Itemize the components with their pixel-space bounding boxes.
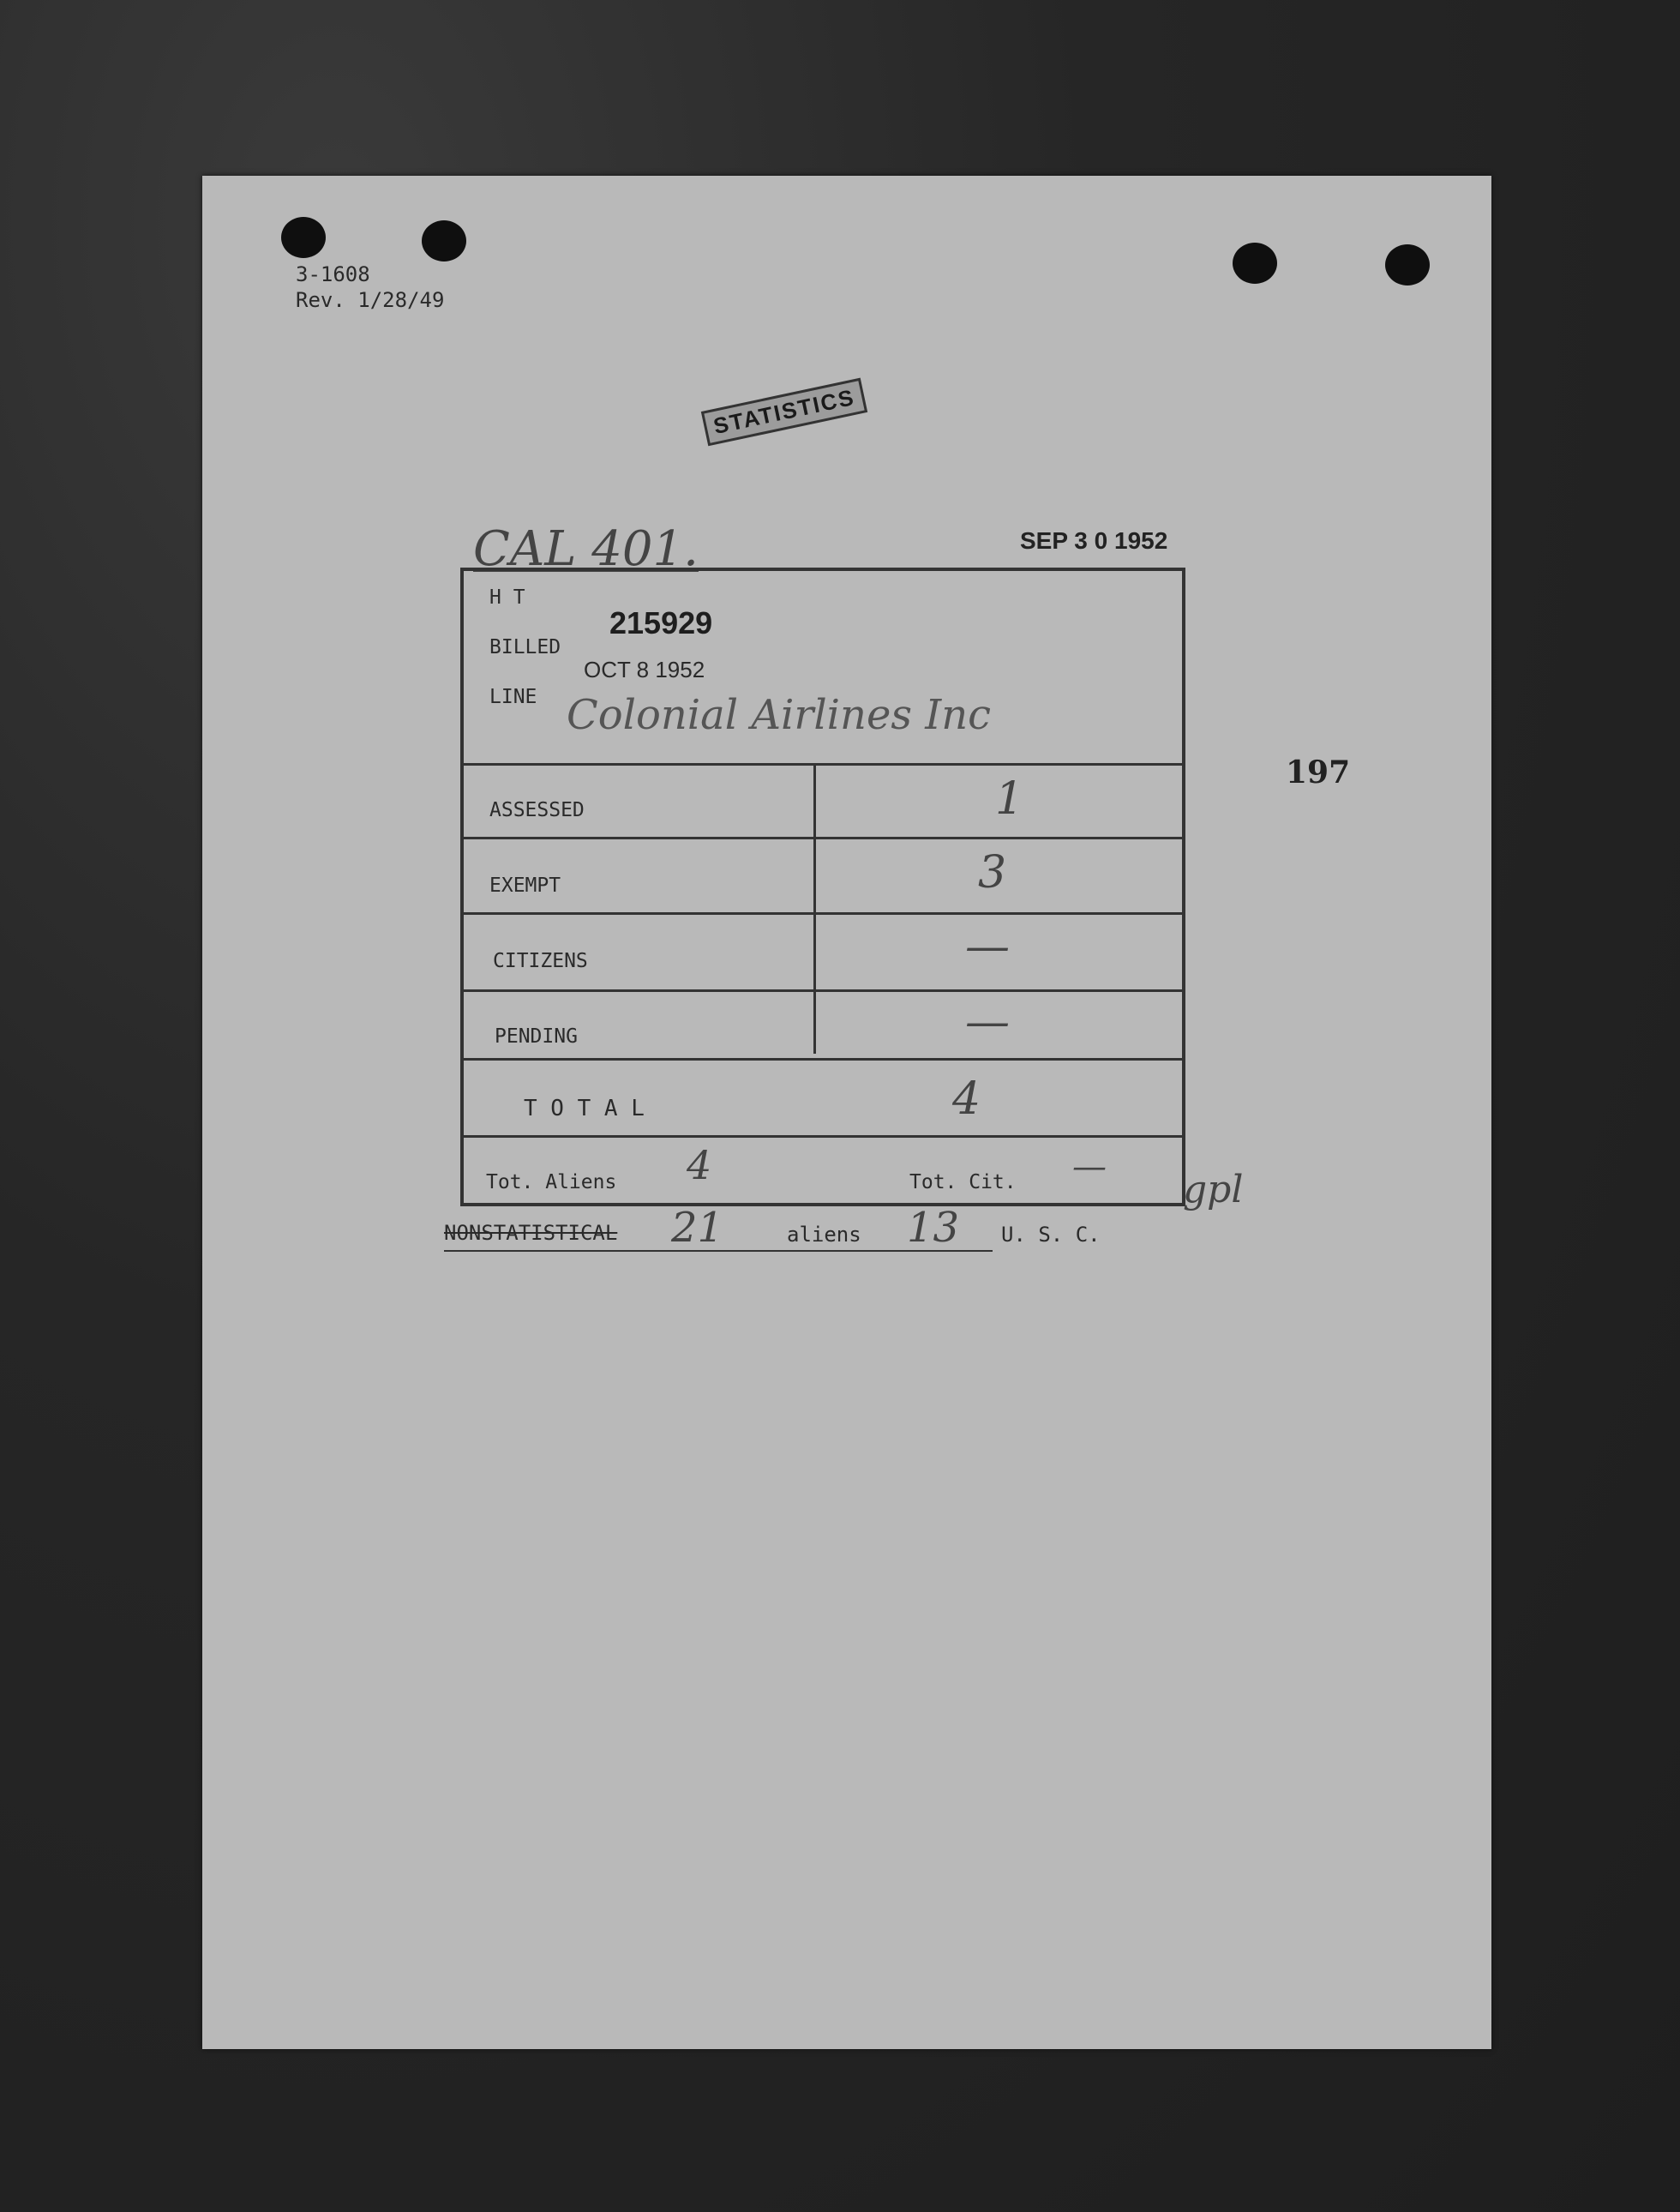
handwritten-initials: gpl xyxy=(1183,1168,1244,1211)
citizens-label: CITIZENS xyxy=(493,950,588,972)
nonstatistical-aliens-count: 21 xyxy=(671,1204,724,1252)
form-code: 3-1608 xyxy=(296,262,370,286)
assessed-label: ASSESSED xyxy=(489,799,585,821)
nonstatistical-usc-label: U. S. C. xyxy=(1001,1223,1101,1247)
tot-aliens-value: 4 xyxy=(687,1142,712,1188)
handwritten-reference: CAL 401. xyxy=(473,521,699,577)
exempt-value: 3 xyxy=(978,847,1007,899)
nonstatistical-aliens-label: aliens xyxy=(787,1223,861,1247)
nonstatistical-underline xyxy=(444,1250,993,1252)
ht-label: H T xyxy=(489,586,525,609)
tot-cit-label: Tot. Cit. xyxy=(909,1171,1017,1193)
ht-number: 215929 xyxy=(609,605,713,640)
citizens-value: — xyxy=(965,921,1010,972)
tot-aliens-label: Tot. Aliens xyxy=(486,1171,617,1193)
line-label: LINE xyxy=(489,686,537,708)
divider xyxy=(464,989,1182,992)
punch-hole xyxy=(1233,243,1277,284)
pending-label: PENDING xyxy=(495,1025,578,1048)
punch-hole xyxy=(422,220,466,261)
statistics-form-box xyxy=(460,568,1185,1206)
assessed-value: 1 xyxy=(995,773,1024,825)
total-label: T O T A L xyxy=(524,1096,645,1121)
divider xyxy=(464,912,1182,915)
nonstatistical-row xyxy=(444,1204,1215,1260)
pending-value: — xyxy=(965,996,1010,1048)
divider xyxy=(464,1135,1182,1138)
exempt-label: EXEMPT xyxy=(489,875,561,897)
tot-cit-value: — xyxy=(1072,1147,1107,1187)
form-code-block xyxy=(296,261,444,313)
page-number: 197 xyxy=(1286,754,1351,790)
line-value: Colonial Airlines Inc xyxy=(567,691,991,739)
column-divider xyxy=(813,765,816,1054)
nonstatistical-usc-count: 13 xyxy=(907,1204,960,1252)
total-value: 4 xyxy=(952,1073,981,1125)
divider xyxy=(464,837,1182,839)
divider xyxy=(464,763,1182,766)
punch-hole xyxy=(1385,244,1430,286)
form-revision: Rev. 1/28/49 xyxy=(296,288,445,312)
punch-hole xyxy=(281,217,326,258)
received-date-stamp: SEP 3 0 1952 xyxy=(1020,527,1168,554)
nonstatistical-label: NONSTATISTICAL xyxy=(444,1221,618,1245)
billed-label: BILLED xyxy=(489,636,561,658)
statistics-stamp: STATISTICS xyxy=(701,378,867,447)
divider xyxy=(464,1058,1182,1061)
billed-date: OCT 8 1952 xyxy=(584,657,705,682)
